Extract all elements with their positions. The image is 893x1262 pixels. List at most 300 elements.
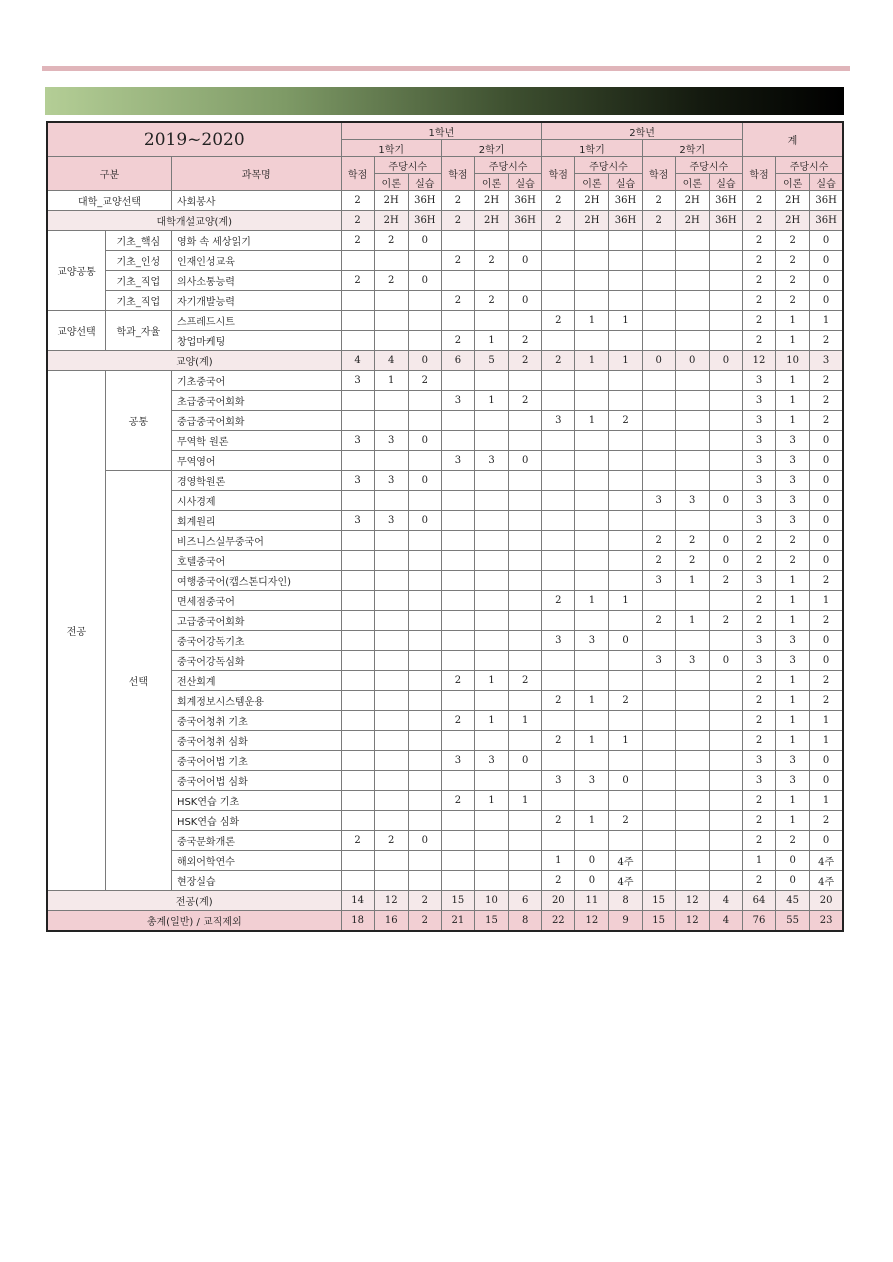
credit-cell: 2 [742, 731, 775, 751]
practice-cell: 0 [408, 271, 441, 291]
credit-cell: 2 [542, 191, 575, 211]
theory-cell: 12 [675, 891, 709, 911]
table-row [47, 311, 843, 331]
credit-cell: 1 [742, 851, 775, 871]
credit-cell: 3 [341, 511, 374, 531]
practice-cell [509, 571, 542, 591]
theory-cell [474, 871, 508, 891]
practice-cell: 2 [810, 391, 843, 411]
subject-name: 중국어어법 심화 [171, 771, 341, 791]
theory-cell: 1 [474, 791, 508, 811]
theory-cell [374, 291, 408, 311]
theory-cell: 0 [575, 851, 609, 871]
theory-cell [374, 311, 408, 331]
practice-cell: 2 [509, 331, 542, 351]
credit-cell: 2 [341, 271, 374, 291]
theory-cell: 2H [575, 191, 609, 211]
theory-cell [374, 611, 408, 631]
theory-cell [474, 731, 508, 751]
practice-cell [609, 451, 642, 471]
subject-name: 회계원리 [171, 511, 341, 531]
theory-cell [575, 251, 609, 271]
credit-cell: 3 [742, 371, 775, 391]
theory-cell [675, 431, 709, 451]
credit-cell [441, 691, 474, 711]
practice-cell: 8 [509, 911, 542, 932]
practice-cell [408, 631, 441, 651]
practice-cell [509, 231, 542, 251]
theory-cell: 2 [374, 831, 408, 851]
practice-cell: 36H [609, 211, 642, 231]
subject-name: 호텔중국어 [171, 551, 341, 571]
practice-cell [709, 871, 742, 891]
subject-name: 비즈니스실무중국어 [171, 531, 341, 551]
credit-header: 학점 [542, 157, 575, 191]
credit-cell [441, 551, 474, 571]
practice-cell: 3 [810, 351, 843, 371]
practice-cell: 0 [810, 771, 843, 791]
credit-cell [542, 471, 575, 491]
table-row [47, 351, 843, 371]
credit-cell [542, 531, 575, 551]
practice-cell [509, 591, 542, 611]
practice-header: 실습 [509, 174, 542, 191]
credit-cell [642, 471, 675, 491]
credit-cell: 3 [742, 431, 775, 451]
group-label: 대학_교양선택 [47, 191, 171, 211]
theory-cell: 4 [374, 351, 408, 371]
theory-cell: 2 [776, 231, 810, 251]
credit-cell: 2 [642, 611, 675, 631]
credit-cell [341, 411, 374, 431]
practice-cell [509, 871, 542, 891]
credit-cell: 3 [742, 651, 775, 671]
practice-cell [408, 411, 441, 431]
credit-cell [642, 671, 675, 691]
credit-cell [441, 511, 474, 531]
practice-cell [408, 671, 441, 691]
subject-name: 무역영어 [171, 451, 341, 471]
practice-cell [509, 811, 542, 831]
practice-cell: 2 [609, 811, 642, 831]
grand-total-label: 총계(일반) / 교직제외 [47, 911, 341, 932]
theory-cell: 2 [675, 531, 709, 551]
practice-cell [609, 651, 642, 671]
theory-cell [474, 511, 508, 531]
theory-cell [675, 631, 709, 651]
subgroup-label: 공통 [105, 371, 171, 471]
practice-cell [609, 711, 642, 731]
practice-cell [509, 431, 542, 451]
credit-cell [542, 651, 575, 671]
subcategory-label: 기초_인성 [105, 251, 171, 271]
practice-cell: 36H [408, 191, 441, 211]
theory-cell: 2H [675, 191, 709, 211]
credit-cell [542, 231, 575, 251]
practice-cell: 0 [408, 511, 441, 531]
theory-cell [675, 831, 709, 851]
practice-cell: 1 [609, 731, 642, 751]
table-row [47, 471, 843, 491]
theory-header: 이론 [776, 174, 810, 191]
practice-cell: 2 [509, 351, 542, 371]
credit-cell [341, 491, 374, 511]
theory-cell [474, 811, 508, 831]
practice-cell [609, 511, 642, 531]
credit-cell: 6 [441, 351, 474, 371]
practice-cell [408, 811, 441, 831]
theory-cell [474, 431, 508, 451]
theory-cell [675, 771, 709, 791]
credit-cell [341, 771, 374, 791]
credit-cell: 2 [542, 871, 575, 891]
credit-cell: 18 [341, 911, 374, 932]
practice-cell: 0 [609, 631, 642, 651]
practice-cell [408, 691, 441, 711]
credit-cell [542, 271, 575, 291]
practice-cell [709, 791, 742, 811]
credit-cell: 15 [441, 891, 474, 911]
practice-cell: 0 [709, 491, 742, 511]
practice-cell [408, 291, 441, 311]
practice-cell [408, 791, 441, 811]
credit-cell [642, 831, 675, 851]
credit-cell: 2 [441, 791, 474, 811]
group-label: 교양선택 [47, 311, 105, 351]
subject-name: 경영학원론 [171, 471, 341, 491]
practice-cell: 36H [810, 191, 843, 211]
subject-name: 초급중국어회화 [171, 391, 341, 411]
theory-cell [575, 291, 609, 311]
theory-cell [675, 591, 709, 611]
theory-cell [374, 751, 408, 771]
theory-cell: 12 [675, 911, 709, 932]
credit-cell [642, 511, 675, 531]
theory-cell: 2H [776, 191, 810, 211]
credit-cell [341, 451, 374, 471]
theory-cell [675, 391, 709, 411]
theory-cell: 3 [575, 771, 609, 791]
practice-cell [609, 431, 642, 451]
credit-cell [642, 291, 675, 311]
theory-cell: 1 [776, 371, 810, 391]
practice-cell [509, 631, 542, 651]
theory-cell: 3 [776, 511, 810, 531]
credit-cell [542, 751, 575, 771]
practice-cell: 2 [408, 371, 441, 391]
theory-cell: 3 [776, 491, 810, 511]
practice-cell: 20 [810, 891, 843, 911]
practice-cell [408, 651, 441, 671]
practice-cell [609, 751, 642, 771]
subject-name: 중국어강독심화 [171, 651, 341, 671]
credit-cell [341, 811, 374, 831]
theory-cell [575, 791, 609, 811]
practice-cell [408, 591, 441, 611]
practice-cell [709, 851, 742, 871]
credit-cell: 2 [542, 691, 575, 711]
practice-cell: 0 [810, 451, 843, 471]
theory-cell: 2H [374, 211, 408, 231]
credit-cell [441, 471, 474, 491]
credit-cell: 2 [742, 831, 775, 851]
credit-cell: 3 [742, 391, 775, 411]
table-row [47, 891, 843, 911]
credit-cell [642, 851, 675, 871]
theory-cell: 2H [675, 211, 709, 231]
credit-cell: 2 [441, 331, 474, 351]
theory-cell [575, 711, 609, 731]
table-row [47, 911, 843, 932]
credit-cell: 20 [542, 891, 575, 911]
practice-cell: 36H [810, 211, 843, 231]
credit-cell [441, 491, 474, 511]
credit-cell: 3 [742, 751, 775, 771]
credit-cell: 2 [441, 291, 474, 311]
theory-cell: 3 [675, 491, 709, 511]
practice-cell: 2 [810, 371, 843, 391]
theory-cell [474, 591, 508, 611]
credit-cell [642, 791, 675, 811]
theory-cell [675, 671, 709, 691]
credit-cell: 2 [542, 311, 575, 331]
practice-cell [408, 331, 441, 351]
practice-cell [408, 451, 441, 471]
practice-cell [408, 571, 441, 591]
practice-cell: 0 [810, 471, 843, 491]
credit-cell [441, 851, 474, 871]
credit-cell: 3 [341, 371, 374, 391]
theory-cell: 3 [776, 651, 810, 671]
theory-cell: 5 [474, 351, 508, 371]
practice-cell [408, 491, 441, 511]
theory-cell [575, 671, 609, 691]
practice-cell: 2 [408, 891, 441, 911]
theory-cell [675, 291, 709, 311]
theory-cell [374, 771, 408, 791]
practice-cell [408, 751, 441, 771]
credit-cell [642, 251, 675, 271]
practice-cell [408, 251, 441, 271]
practice-cell: 2 [509, 391, 542, 411]
theory-cell [374, 791, 408, 811]
theory-cell: 3 [776, 471, 810, 491]
practice-cell [709, 671, 742, 691]
theory-cell [374, 871, 408, 891]
theory-cell [675, 371, 709, 391]
practice-cell [408, 851, 441, 871]
theory-cell [474, 851, 508, 871]
practice-cell [408, 551, 441, 571]
theory-cell [474, 491, 508, 511]
subcategory-label: 기초_직업 [105, 271, 171, 291]
practice-cell [709, 451, 742, 471]
theory-cell [374, 731, 408, 751]
theory-cell [575, 751, 609, 771]
practice-cell: 4 [709, 891, 742, 911]
credit-cell [441, 611, 474, 631]
credit-cell: 2 [742, 271, 775, 291]
credit-cell: 2 [341, 231, 374, 251]
theory-cell: 15 [474, 911, 508, 932]
table-row [47, 191, 843, 211]
theory-cell: 1 [474, 391, 508, 411]
credit-cell [341, 531, 374, 551]
theory-cell [675, 791, 709, 811]
practice-cell [408, 871, 441, 891]
practice-cell: 2 [810, 571, 843, 591]
credit-cell: 2 [642, 211, 675, 231]
subject-name: 면세점중국어 [171, 591, 341, 611]
practice-cell: 1 [609, 351, 642, 371]
credit-cell: 3 [742, 471, 775, 491]
credit-cell [642, 871, 675, 891]
practice-cell: 2 [709, 571, 742, 591]
practice-cell [709, 411, 742, 431]
theory-cell [474, 371, 508, 391]
practice-cell [509, 691, 542, 711]
practice-cell: 2 [709, 611, 742, 631]
practice-cell [509, 531, 542, 551]
table-row [47, 211, 843, 231]
theory-cell: 2 [776, 251, 810, 271]
practice-cell: 36H [408, 211, 441, 231]
theory-cell: 2H [776, 211, 810, 231]
practice-cell [609, 471, 642, 491]
practice-cell: 6 [509, 891, 542, 911]
practice-cell: 0 [810, 651, 843, 671]
subject-name: 현장실습 [171, 871, 341, 891]
credit-cell [341, 551, 374, 571]
theory-cell: 1 [474, 671, 508, 691]
practice-cell [609, 831, 642, 851]
practice-cell [509, 771, 542, 791]
credit-cell [441, 731, 474, 751]
practice-cell: 0 [609, 771, 642, 791]
theory-cell [675, 751, 709, 771]
credit-cell [642, 731, 675, 751]
practice-cell: 1 [609, 311, 642, 331]
practice-cell [408, 611, 441, 631]
theory-cell [374, 671, 408, 691]
theory-cell [575, 371, 609, 391]
theory-cell [675, 811, 709, 831]
subject-name: 무역학 원론 [171, 431, 341, 451]
practice-cell: 8 [609, 891, 642, 911]
practice-header: 실습 [609, 174, 642, 191]
theory-cell [675, 711, 709, 731]
credit-cell [642, 751, 675, 771]
credit-cell [341, 611, 374, 631]
practice-cell [609, 791, 642, 811]
theory-cell [374, 391, 408, 411]
practice-cell [609, 611, 642, 631]
credit-cell [441, 811, 474, 831]
y1-sem1-header: 1학기 [341, 140, 441, 157]
credit-cell [341, 631, 374, 651]
theory-cell [374, 491, 408, 511]
theory-cell: 1 [776, 691, 810, 711]
practice-cell [709, 691, 742, 711]
table-row [47, 291, 843, 311]
credit-cell [642, 391, 675, 411]
subtotal-label: 대학개설교양(계) [47, 211, 341, 231]
year2-header: 2학년 [542, 122, 743, 140]
credit-cell: 2 [441, 251, 474, 271]
theory-header: 이론 [374, 174, 408, 191]
credit-cell [441, 571, 474, 591]
theory-cell: 2 [474, 251, 508, 271]
theory-cell: 1 [776, 791, 810, 811]
credit-cell [441, 431, 474, 451]
practice-cell: 36H [709, 191, 742, 211]
theory-cell [374, 251, 408, 271]
weekly-hours-header: 주당시수 [374, 157, 441, 174]
theory-cell [474, 691, 508, 711]
subcategory-label: 기초_직업 [105, 291, 171, 311]
credit-cell [642, 711, 675, 731]
credit-cell [642, 311, 675, 331]
credit-cell: 2 [742, 251, 775, 271]
table-row [47, 231, 843, 251]
practice-cell [709, 711, 742, 731]
credit-cell [542, 431, 575, 451]
practice-cell: 23 [810, 911, 843, 932]
practice-cell: 0 [810, 531, 843, 551]
subject-name: 의사소통능력 [171, 271, 341, 291]
practice-cell [609, 231, 642, 251]
practice-cell: 2 [609, 691, 642, 711]
credit-cell: 3 [742, 491, 775, 511]
theory-cell [675, 851, 709, 871]
theory-cell: 1 [575, 591, 609, 611]
practice-cell [509, 311, 542, 331]
practice-cell: 1 [609, 591, 642, 611]
group-label: 교양공통 [47, 231, 105, 311]
credit-cell [542, 611, 575, 631]
theory-header: 이론 [675, 174, 709, 191]
practice-cell [509, 371, 542, 391]
theory-cell [675, 731, 709, 751]
theory-cell: 16 [374, 911, 408, 932]
credit-cell [441, 771, 474, 791]
practice-cell: 1 [810, 591, 843, 611]
credit-cell [341, 291, 374, 311]
subject-name: 중국어청취 기초 [171, 711, 341, 731]
subject-name: 중국어청취 심화 [171, 731, 341, 751]
theory-cell: 2 [776, 531, 810, 551]
subject-name: 인재인성교육 [171, 251, 341, 271]
credit-cell: 2 [742, 611, 775, 631]
theory-cell [474, 651, 508, 671]
theory-cell [575, 651, 609, 671]
practice-cell: 0 [408, 351, 441, 371]
theory-cell: 2 [374, 271, 408, 291]
subject-name: 시사경제 [171, 491, 341, 511]
theory-cell: 1 [575, 311, 609, 331]
practice-cell: 2 [810, 411, 843, 431]
credit-cell: 2 [742, 291, 775, 311]
practice-cell [509, 651, 542, 671]
theory-cell [474, 631, 508, 651]
y2-sem2-header: 2학기 [642, 140, 742, 157]
practice-cell [609, 551, 642, 571]
theory-cell [575, 611, 609, 631]
subject-name: 중국어어법 기초 [171, 751, 341, 771]
subject-name: 고급중국어회화 [171, 611, 341, 631]
theory-cell: 3 [675, 651, 709, 671]
practice-cell: 0 [810, 751, 843, 771]
